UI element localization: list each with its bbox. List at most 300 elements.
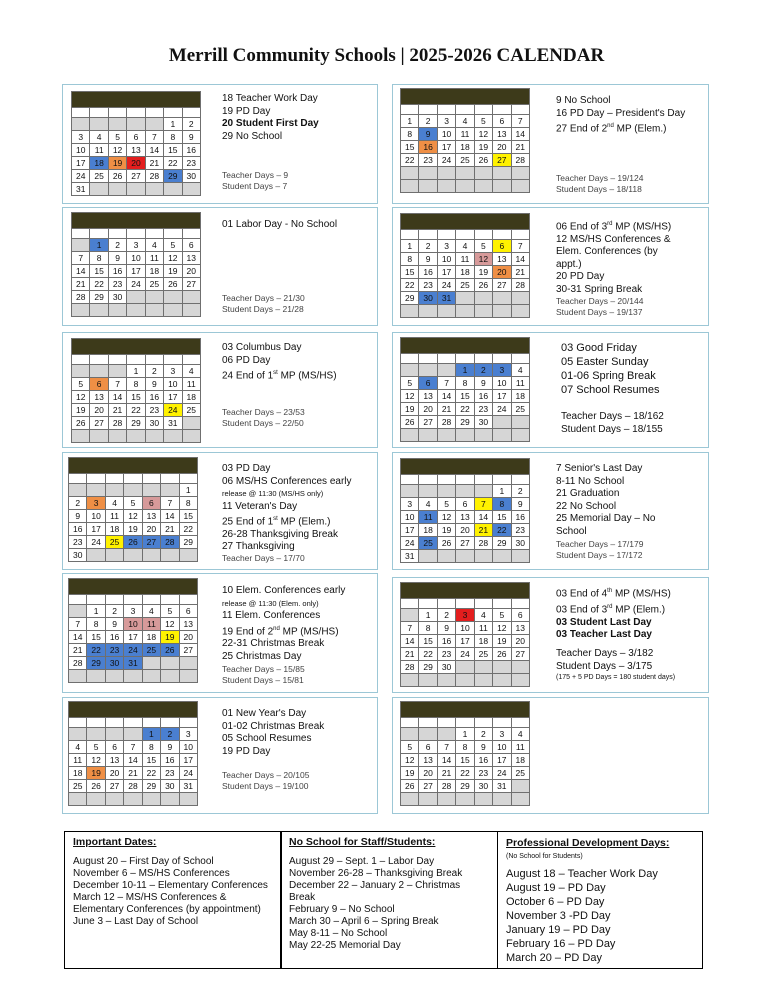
day-cell — [72, 430, 90, 443]
day-cell: 24 — [437, 279, 455, 292]
day-cell: 1 — [456, 728, 474, 741]
day-cell: 1 — [142, 728, 160, 741]
day-cell — [401, 180, 419, 193]
day-count: Student Days – 15/81 — [222, 675, 304, 685]
list-item: November 6 – MS/HS Conferences — [73, 868, 230, 879]
day-cell: 24 — [164, 404, 182, 417]
day-cell: 13 — [90, 391, 108, 404]
day-cell: 4 — [145, 239, 163, 252]
day-cell: 25 — [142, 644, 160, 657]
day-cell: 29 — [164, 170, 182, 183]
day-cell: 18 — [145, 265, 163, 278]
day-cell: 5 — [437, 498, 455, 511]
day-cell — [474, 305, 492, 318]
day-cell: 2 — [474, 728, 492, 741]
day-cell: 26 — [401, 416, 419, 429]
day-cell: 28 — [437, 780, 455, 793]
day-count: Teacher Days – 17/179 — [556, 539, 644, 549]
day-cell — [161, 670, 179, 683]
calendar-january — [68, 701, 198, 806]
day-cell: 30 — [108, 291, 126, 304]
weekday-header — [419, 599, 437, 609]
calendar-september — [71, 212, 201, 317]
day-count: Teacher Days – 17/70 — [222, 553, 305, 563]
day-cell: 19 — [164, 265, 182, 278]
day-cell: 18 — [69, 767, 87, 780]
day-cell: 10 — [179, 741, 197, 754]
day-cell: 11 — [69, 754, 87, 767]
day-cell: 8 — [179, 497, 197, 510]
list-item: August 18 – Teacher Work Day — [506, 868, 658, 880]
month-name — [69, 702, 198, 718]
day-cell — [456, 661, 474, 674]
day-cell: 31 — [437, 292, 455, 305]
day-cell: 24 — [401, 537, 419, 550]
day-cell — [437, 485, 455, 498]
day-cell: 16 — [69, 523, 87, 536]
weekday-header — [90, 108, 108, 118]
days-november — [222, 553, 305, 564]
note-line: 01 Labor Day - No School — [222, 219, 338, 230]
day-cell: 6 — [419, 741, 437, 754]
note-line: 12 MS/HS Conferences & — [556, 233, 671, 245]
day-cell: 16 — [161, 754, 179, 767]
day-cell: 13 — [493, 128, 511, 141]
weekday-header — [437, 354, 455, 364]
day-cell — [161, 657, 179, 670]
day-cell: 30 — [105, 657, 123, 670]
day-cell: 2 — [105, 605, 123, 618]
day-cell — [493, 416, 511, 429]
day-cell: 7 — [401, 622, 419, 635]
list-item: November 26-28 – Thanksgiving Break — [289, 868, 463, 879]
day-cell: 30 — [511, 537, 529, 550]
day-cell: 9 — [145, 378, 163, 391]
list-item: May 8-11 – No School — [289, 928, 388, 939]
day-cell — [127, 183, 145, 196]
day-cell: 21 — [437, 403, 455, 416]
day-cell: 26 — [401, 780, 419, 793]
day-cell: 24 — [456, 648, 474, 661]
note-line: 01-06 Spring Break — [561, 370, 656, 382]
day-count: Student Days – 18/118 — [556, 184, 642, 194]
day-cell: 6 — [90, 378, 108, 391]
day-cell — [69, 605, 87, 618]
note-line: 25 Memorial Day – No — [556, 513, 656, 524]
day-cell: 3 — [164, 365, 182, 378]
weekday-header — [401, 230, 419, 240]
calendar-august — [71, 91, 201, 196]
day-count: Student Days – 22/50 — [222, 418, 304, 428]
note-line: 25 End of 1st MP (Elem.) — [222, 516, 331, 528]
note-line: 01-02 Christmas Break — [222, 720, 325, 732]
day-cell: 10 — [164, 378, 182, 391]
month-name — [401, 89, 530, 105]
day-cell: 21 — [124, 767, 142, 780]
day-cell: 23 — [161, 767, 179, 780]
weekday-header — [108, 229, 126, 239]
day-cell: 3 — [493, 364, 511, 377]
day-cell: 11 — [182, 378, 200, 391]
day-cell: 23 — [437, 648, 455, 661]
day-cell: 18 — [511, 754, 529, 767]
day-cell: 10 — [437, 253, 455, 266]
calendar-march — [400, 213, 530, 318]
day-cell: 12 — [87, 754, 105, 767]
day-cell: 19 — [493, 635, 511, 648]
day-cell: 8 — [419, 622, 437, 635]
day-cell — [474, 180, 492, 193]
day-cell: 9 — [105, 618, 123, 631]
day-cell: 13 — [105, 754, 123, 767]
day-cell — [437, 364, 455, 377]
weekday-header — [127, 108, 145, 118]
day-cell: 23 — [511, 524, 529, 537]
note-line: 22 No School — [556, 500, 617, 512]
month-name — [401, 214, 530, 230]
weekday-header — [474, 475, 492, 485]
day-cell: 19 — [87, 767, 105, 780]
weekday-header — [161, 595, 179, 605]
day-cell: 29 — [401, 292, 419, 305]
weekday-header — [493, 718, 511, 728]
day-cell — [87, 793, 105, 806]
day-cell: 11 — [105, 510, 123, 523]
day-cell: 3 — [124, 605, 142, 618]
calendar-may — [400, 458, 530, 563]
day-cell: 9 — [69, 510, 87, 523]
day-cell: 14 — [145, 144, 163, 157]
note-line: 7 Senior's Last Day — [556, 463, 643, 474]
weekday-header — [145, 229, 163, 239]
day-cell: 7 — [72, 252, 90, 265]
day-cell: 1 — [127, 365, 145, 378]
day-cell — [419, 674, 437, 687]
day-cell: 22 — [419, 648, 437, 661]
day-cell: 15 — [142, 754, 160, 767]
day-cell — [511, 661, 529, 674]
day-cell: 10 — [72, 144, 90, 157]
note-line: 18 Teacher Work Day — [222, 93, 318, 104]
day-cell: 14 — [401, 635, 419, 648]
day-cell: 27 — [182, 278, 200, 291]
day-cell: 31 — [72, 183, 90, 196]
day-cell: 4 — [474, 609, 492, 622]
day-cell: 25 — [105, 536, 123, 549]
day-cell: 27 — [419, 780, 437, 793]
day-cell: 14 — [511, 253, 529, 266]
note-line: 07 School Resumes — [561, 384, 660, 396]
day-cell — [401, 364, 419, 377]
day-cell: 24 — [493, 767, 511, 780]
day-cell: 19 — [474, 141, 492, 154]
day-cell: 20 — [182, 265, 200, 278]
day-cell: 11 — [145, 252, 163, 265]
day-cell: 9 — [419, 128, 437, 141]
day-cell — [437, 167, 455, 180]
weekday-header — [511, 599, 529, 609]
day-cell — [90, 365, 108, 378]
weekday-header — [124, 595, 142, 605]
day-cell: 11 — [456, 253, 474, 266]
day-cell: 1 — [87, 605, 105, 618]
pd-days-subtitle: (No School for Students) — [506, 853, 583, 860]
note-line: release @ 11:30 (Elem. only) — [222, 598, 319, 608]
weekday-header — [437, 718, 455, 728]
day-cell — [474, 292, 492, 305]
day-cell — [456, 485, 474, 498]
day-cell — [161, 549, 179, 562]
day-cell: 5 — [72, 378, 90, 391]
day-cell: 10 — [456, 622, 474, 635]
weekday-header — [511, 354, 529, 364]
day-cell: 25 — [456, 154, 474, 167]
page-title: Merrill Community Schools | 2025-2026 CALENDAR — [168, 45, 605, 66]
weekday-header — [456, 718, 474, 728]
day-cell: 13 — [493, 253, 511, 266]
day-cell: 5 — [401, 741, 419, 754]
day-cell: 4 — [105, 497, 123, 510]
day-cell — [72, 304, 90, 317]
day-cell — [419, 429, 437, 442]
day-cell: 17 — [127, 265, 145, 278]
note-line: 30-31 Spring Break — [556, 283, 643, 295]
day-cell — [124, 728, 142, 741]
day-cell — [108, 365, 126, 378]
day-cell — [90, 183, 108, 196]
day-cell: 5 — [161, 605, 179, 618]
day-cell: 8 — [90, 252, 108, 265]
day-cell — [182, 417, 200, 430]
day-cell — [419, 364, 437, 377]
day-cell: 22 — [90, 278, 108, 291]
day-cell: 20 — [511, 635, 529, 648]
day-cell: 2 — [437, 609, 455, 622]
day-cell — [456, 167, 474, 180]
list-item: August 29 – Sept. 1 – Labor Day — [289, 856, 435, 867]
day-cell: 17 — [179, 754, 197, 767]
day-cell: 7 — [437, 741, 455, 754]
day-cell: 9 — [419, 253, 437, 266]
day-cell — [474, 661, 492, 674]
day-cell: 23 — [145, 404, 163, 417]
day-cell — [69, 728, 87, 741]
month-name — [69, 458, 198, 474]
day-cell: 2 — [108, 239, 126, 252]
day-cell: 15 — [179, 510, 197, 523]
day-cell: 30 — [69, 549, 87, 562]
day-cell: 14 — [437, 390, 455, 403]
day-cell: 1 — [493, 485, 511, 498]
weekday-header — [474, 718, 492, 728]
day-cell — [437, 793, 455, 806]
day-cell — [493, 292, 511, 305]
important-dates-title: Important Dates: — [73, 836, 157, 848]
weekday-header — [164, 108, 182, 118]
day-cell — [493, 305, 511, 318]
day-cell — [419, 793, 437, 806]
day-cell — [401, 609, 419, 622]
day-cell — [69, 793, 87, 806]
day-cell: 17 — [437, 266, 455, 279]
day-cell: 19 — [108, 157, 126, 170]
day-cell: 16 — [419, 266, 437, 279]
note-line: 27 Thanksgiving — [222, 541, 295, 553]
day-cell: 16 — [511, 511, 529, 524]
day-count: Teacher Days – 21/30 — [222, 293, 305, 303]
day-cell: 26 — [437, 537, 455, 550]
day-cell: 30 — [419, 292, 437, 305]
day-cell: 29 — [493, 537, 511, 550]
day-cell — [72, 118, 90, 131]
day-cell: 21 — [72, 278, 90, 291]
day-cell — [493, 180, 511, 193]
weekday-header — [456, 599, 474, 609]
day-cell: 10 — [401, 511, 419, 524]
notes-february — [556, 95, 685, 136]
day-cell: 12 — [164, 252, 182, 265]
day-cell — [108, 430, 126, 443]
day-cell: 18 — [474, 635, 492, 648]
day-cell — [401, 305, 419, 318]
note-line: 03 Student Last Day — [556, 616, 652, 628]
note-line: 11 Elem. Conferences — [222, 610, 321, 621]
day-cell: 18 — [90, 157, 108, 170]
day-cell: 23 — [419, 154, 437, 167]
day-cell — [105, 728, 123, 741]
day-cell: 30 — [145, 417, 163, 430]
weekday-header — [145, 108, 163, 118]
day-cell: 7 — [511, 115, 529, 128]
day-cell: 15 — [456, 390, 474, 403]
day-cell: 29 — [456, 416, 474, 429]
day-count: Teacher Days – 23/53 — [222, 407, 305, 417]
weekday-header — [401, 475, 419, 485]
day-cell: 2 — [419, 115, 437, 128]
day-cell — [127, 304, 145, 317]
days-january — [222, 770, 309, 792]
day-cell: 2 — [161, 728, 179, 741]
day-cell: 8 — [127, 378, 145, 391]
day-cell — [511, 180, 529, 193]
note-line: 20 PD Day — [556, 271, 605, 283]
day-cell: 21 — [69, 644, 87, 657]
day-cell: 23 — [182, 157, 200, 170]
day-cell: 12 — [474, 128, 492, 141]
day-cell — [105, 484, 123, 497]
day-cell — [87, 728, 105, 741]
day-cell: 7 — [161, 497, 179, 510]
day-cell: 23 — [474, 767, 492, 780]
day-cell: 30 — [437, 661, 455, 674]
list-item: August 20 – First Day of School — [73, 856, 214, 867]
day-cell: 8 — [456, 377, 474, 390]
day-cell: 27 — [142, 536, 160, 549]
day-count: Student Days – 7 — [222, 181, 288, 191]
days-may — [556, 539, 643, 561]
day-cell: 8 — [456, 741, 474, 754]
month-name — [72, 339, 201, 355]
day-cell: 15 — [401, 266, 419, 279]
weekday-header — [419, 230, 437, 240]
weekday-header — [87, 474, 105, 484]
list-item: February 16 – PD Day — [506, 938, 616, 950]
day-cell: 8 — [401, 128, 419, 141]
day-cell: 7 — [108, 378, 126, 391]
day-cell — [182, 430, 200, 443]
day-cell: 27 — [90, 417, 108, 430]
day-cell: 14 — [437, 754, 455, 767]
day-cell: 30 — [474, 416, 492, 429]
day-cell: 27 — [419, 416, 437, 429]
day-cell — [105, 670, 123, 683]
day-cell: 12 — [437, 511, 455, 524]
day-cell: 20 — [142, 523, 160, 536]
day-cell: 3 — [437, 115, 455, 128]
note-line: 26-28 Thanksgiving Break — [222, 528, 338, 540]
day-cell: 26 — [164, 278, 182, 291]
day-cell — [419, 728, 437, 741]
day-cell: 22 — [164, 157, 182, 170]
day-cell — [69, 670, 87, 683]
day-cell — [511, 416, 529, 429]
important-dates-box — [64, 831, 282, 969]
weekday-header — [511, 718, 529, 728]
day-cell: 19 — [124, 523, 142, 536]
list-item: March 30 – April 6 – Spring Break — [289, 916, 439, 927]
weekday-header — [182, 108, 200, 118]
day-cell: 10 — [124, 618, 142, 631]
day-cell: 20 — [105, 767, 123, 780]
day-cell: 25 — [69, 780, 87, 793]
day-cell: 7 — [511, 240, 529, 253]
day-cell: 21 — [437, 767, 455, 780]
day-count: (175 + 5 PD Days = 180 student days) — [556, 674, 676, 681]
weekday-header — [511, 230, 529, 240]
weekday-header — [493, 230, 511, 240]
day-cell: 31 — [179, 780, 197, 793]
day-cell: 7 — [124, 741, 142, 754]
day-cell: 2 — [474, 364, 492, 377]
day-cell: 2 — [145, 365, 163, 378]
day-cell — [493, 550, 511, 563]
day-cell: 24 — [87, 536, 105, 549]
weekday-header — [105, 718, 123, 728]
day-cell: 27 — [493, 154, 511, 167]
weekday-header — [72, 108, 90, 118]
day-cell: 21 — [145, 157, 163, 170]
day-cell: 24 — [179, 767, 197, 780]
day-cell — [437, 429, 455, 442]
weekday-header — [401, 105, 419, 115]
day-cell — [145, 430, 163, 443]
day-cell: 20 — [127, 157, 145, 170]
day-cell: 16 — [474, 390, 492, 403]
day-cell: 25 — [145, 278, 163, 291]
day-cell: 20 — [90, 404, 108, 417]
day-cell: 22 — [127, 404, 145, 417]
weekday-header — [419, 475, 437, 485]
day-cell: 26 — [108, 170, 126, 183]
day-cell: 28 — [161, 536, 179, 549]
day-cell: 5 — [108, 131, 126, 144]
day-count: Student Days – 19/137 — [556, 307, 643, 317]
weekday-header — [401, 599, 419, 609]
day-count: Student Days – 17/172 — [556, 550, 643, 560]
day-cell: 17 — [437, 141, 455, 154]
day-cell: 22 — [142, 767, 160, 780]
weekday-header — [511, 105, 529, 115]
